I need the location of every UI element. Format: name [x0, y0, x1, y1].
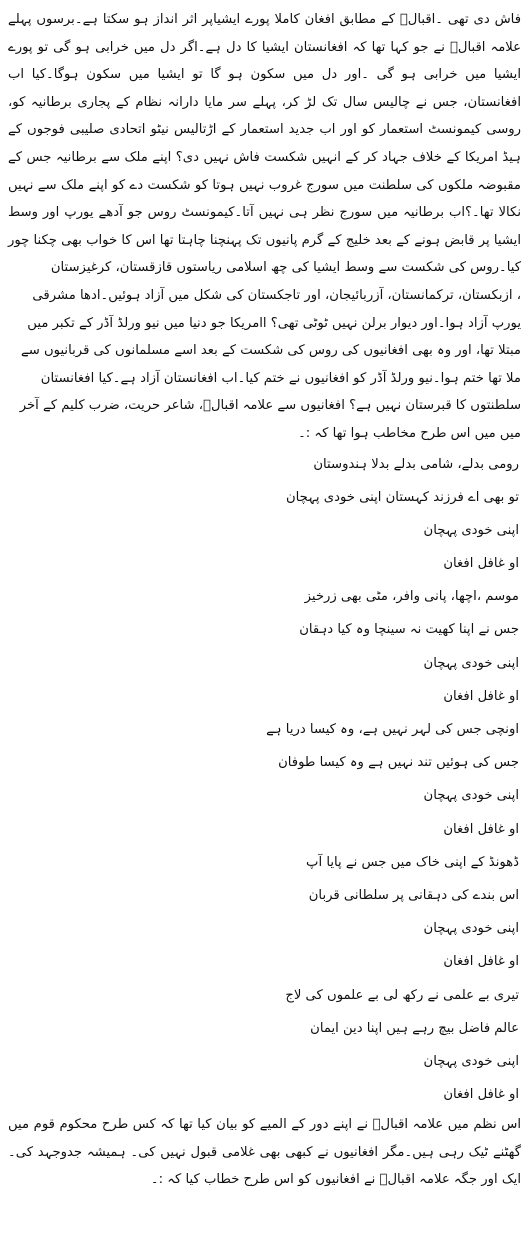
poem-refrain: او غافل افغان: [443, 954, 519, 970]
poem-line: رومی بدلے، شامی بدلے بدلا ہندوستان: [313, 456, 519, 472]
poem-line: ڈھونڈ کے اپنی خاک میں جس نے پایا آپ: [306, 854, 519, 870]
poem-line: موسم ،اچھا، پانی وافر، مٹی بھی زرخیز: [304, 589, 519, 605]
poem-refrain: اپنی خودی پہچان: [423, 522, 519, 538]
poem-line: عالم فاضل بیچ رہے ہیں اپنا دین ایمان: [310, 1020, 519, 1036]
poem-refrain: اپنی خودی پہچان: [423, 1053, 519, 1069]
poem-refrain: او غافل افغان: [443, 556, 519, 572]
article-paragraph-1: فاش دی تھی ۔اقبالؒ کے مطابق افغان کاملا پورے ایشیاپر اثر انداز ہو سکتا ہے۔برسوں پہلے علامہ اقبالؒ نے جو کہا تھا کہ افغانستان ایشیا کا دل ہے۔اگر دل میں خرابی ہو گی تو پورے ایشیا میں خرابی ہو گی ۔اور دل میں سکون ہو گا تو ایشیا میں سکون ہوگا۔کیا اب افغانستان، جس نے چالیس سال تک لڑ کر، پہلے سر مایا دارانہ نظام کے پجاری برطانیہ کو، روسی کیمونسٹ استعمار کو اور اب جدید استعمار کے اڑتالیس نیٹو اتحادی صلیبی فوجوں کے ہیڈ امریکا کے خلاف جہاد کر کے انہیں شکست فاش نہیں دی؟ اپنے ملک سے برطانیہ جس کے مقبوضہ ملکوں کی سلطنت میں سورج غروب نہیں ہوتا کو شکست دے کو اپنے ملک سے نہیں نکالا تھا۔؟اب برطانیہ میں سورج نظر ہی نہیں آتا۔کیمونسٹ روس جو آدھے یورپ اور وسط ایشیا پر قابض ہونے کے بعد خلیج کے گرم پانیوں تک پہنچنا چاہتا تھا اس کا خواب بھی چکنا چور کیا۔روس کی شکست سے وسط ایشیا کی چھ اسلامی ریاستوں قازقستان، کرغیزستان: [8, 12, 521, 276]
poem-refrain: او غافل افغان: [443, 821, 519, 837]
article-closing-paragraph: اس نظم میں علامہ اقبالؒ نے اپنے دور کے المیے کو بیان کیا تھا کہ کس طرح محکوم قوم میں گھٹنے ٹیک رہی ہیں۔مگر افغانیوں نے کبھی بھی غلامی قبول نہیں کی۔ ہمیشہ جدوجہد کی۔ایک اور جگہ علامہ اقبالؒ نے افغانیوں کو اس طرح خطاب کیا کہ :۔: [8, 1117, 521, 1188]
poem-line: جس نے اپنا کھیت نہ سینچا وہ کیا دہقان: [299, 622, 519, 638]
poem-line: تو بھی اے فرزند کہستان اپنی خودی پہچان: [285, 489, 519, 505]
poem-line: جس کی ہوئیں تند نہیں ہے وہ کیسا طوفان: [278, 755, 519, 771]
poem-line: اس بندے کی دہقانی پر سلطانی قربان: [308, 887, 519, 903]
poem: [8, 448, 521, 1112]
article-paragraph-2: ، ازبکستان، ترکمانستان، آزربائیجان، اور تاجکستان کی شکل میں آزاد ہوئیں۔ادھا مشرقی یورپ آزاد ہوا۔اور دیوار برلن نہیں ٹوٹی تھی؟ اامریکا جو دنیا میں نیو ورلڈ آڈر کے تکبر میں مبتلا تھا، اور وہ بھی افغانیوں کی روس کی شکست کے بعد اسے مسلمانوں کی قربانیوں سے ملا تھا ختم ہوا۔نیو ورلڈ آڈر کو افغانیوں نے ختم کیا۔اب افغانستان آزاد ہے۔کیا افغانستان سلطنتوں کا قبرستان نہیں ہے؟ افغانیوں سے علامہ اقبالؒ، شاعر حریت، ضرب کلیم کے آخر میں میں اس طرح مخاطب ہوا تھا کہ :۔: [19, 287, 521, 441]
poem-refrain: اپنی خودی پہچان: [423, 788, 519, 804]
poem-line: تیری بے علمی نے رکھ لی بے علموں کی لاج: [285, 987, 519, 1003]
poem-refrain: اپنی خودی پہچان: [423, 921, 519, 937]
poem-refrain: اپنی خودی پہچان: [423, 655, 519, 671]
poem-refrain: او غافل افغان: [443, 688, 519, 704]
poem-line: اونچی جس کی لہر نہیں ہے، وہ کیسا دریا ہے: [266, 722, 519, 737]
poem-refrain: او غافل افغان: [443, 1087, 519, 1103]
